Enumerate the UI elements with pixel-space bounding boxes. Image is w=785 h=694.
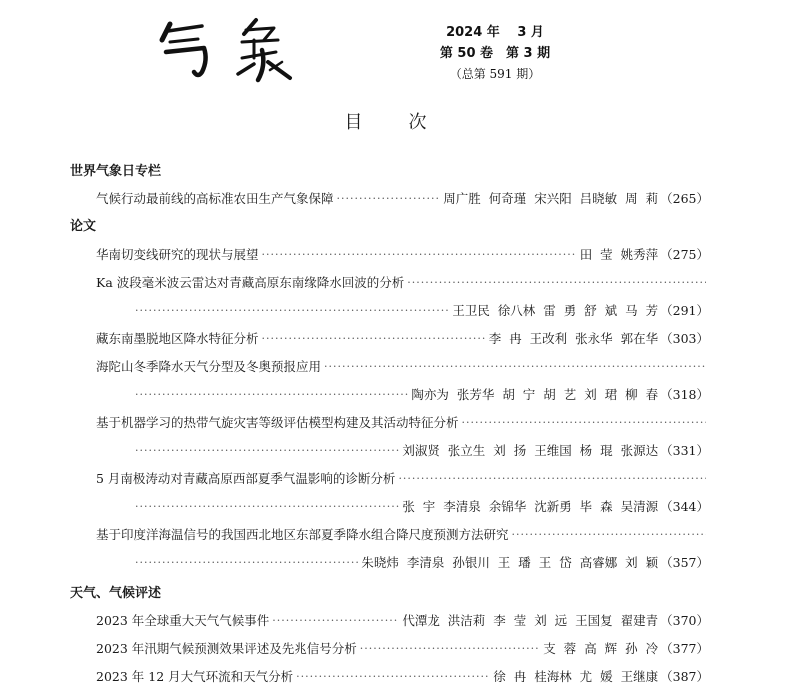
article-title: 2023 年 12 月大气环流和天气分析 <box>96 669 294 684</box>
leader-dots <box>296 670 490 683</box>
article-authors: 代潭龙 洪洁莉 李 莹 刘 远 王国复 翟建青 <box>402 613 659 628</box>
toc-entry-continuation[interactable] <box>132 495 709 517</box>
article-authors: 李 冉 王改利 张永华 郭在华 <box>488 331 659 346</box>
article-authors: 刘淑贤 张立生 刘 扬 王维国 杨 琨 张源达 <box>402 443 659 458</box>
article-authors: 张 宇 李清泉 余锦华 沈新勇 毕 森 吴清源 <box>402 499 659 514</box>
leader-dots <box>262 332 486 345</box>
issue-info <box>420 22 570 85</box>
toc-entry[interactable] <box>96 243 709 265</box>
leader-dots <box>360 642 540 655</box>
toc-entry[interactable] <box>96 271 709 293</box>
article-authors: 徐 冉 桂海林 尤 媛 王继康 <box>493 669 659 684</box>
leader-dots <box>135 556 358 569</box>
leader-dots <box>262 248 577 261</box>
toc-entry[interactable] <box>96 637 709 659</box>
article-authors: 周广胜 何奇瑾 宋兴阳 吕晓敏 周 莉 <box>443 191 659 206</box>
leader-dots <box>324 360 706 373</box>
leader-dots <box>512 528 706 541</box>
leader-dots <box>462 416 706 429</box>
toc-entry[interactable] <box>96 467 709 489</box>
toc-entry[interactable] <box>96 523 709 545</box>
toc-entry[interactable] <box>96 609 709 631</box>
section-heading: 论文 <box>70 219 97 234</box>
toc-entry[interactable] <box>96 327 709 349</box>
article-title: 2023 年汛期气候预测效果评述及先兆信号分析 <box>96 641 357 656</box>
leader-dots <box>407 276 706 289</box>
toc-entry[interactable] <box>96 411 709 433</box>
article-title: 2023 年全球重大天气气候事件 <box>96 613 270 628</box>
toc-entry-continuation[interactable] <box>132 439 709 461</box>
article-page: （370） <box>660 613 709 628</box>
article-authors: 支 蓉 高 辉 孙 冷 <box>543 641 659 656</box>
journal-logo-graphic <box>158 14 298 86</box>
toc-entry[interactable] <box>96 665 709 687</box>
article-authors: 田 莹 姚秀萍 <box>579 247 659 262</box>
article-title: 5 月南极涛动对青藏高原西部夏季气温影响的诊断分析 <box>96 471 396 486</box>
article-authors: 王卫民 徐八林 雷 勇 舒 斌 马 芳 <box>452 303 659 318</box>
article-page: （265） <box>660 191 709 206</box>
leader-dots <box>337 192 441 205</box>
article-page: （275） <box>660 247 709 262</box>
section-heading: 世界气象日专栏 <box>70 164 162 179</box>
toc-entry-continuation[interactable] <box>132 383 709 405</box>
article-page: （318） <box>660 387 709 402</box>
article-title: 华南切变线研究的现状与展望 <box>96 247 259 262</box>
article-authors: 朱晓炜 李清泉 孙银川 王 璠 王 岱 高睿娜 刘 颖 <box>361 555 659 570</box>
article-page: （377） <box>660 641 709 656</box>
leader-dots <box>135 304 449 317</box>
article-page: （303） <box>660 331 709 346</box>
issue-volume: 第 50 卷 第 3 期 <box>439 46 551 61</box>
section-heading: 天气、气候评述 <box>70 586 162 601</box>
article-page: （387） <box>660 669 709 684</box>
leader-dots <box>135 444 399 457</box>
toc-entry[interactable] <box>96 187 709 209</box>
toc-entry-continuation[interactable] <box>132 299 709 321</box>
article-title: 气候行动最前线的高标准农田生产气象保障 <box>96 191 334 206</box>
issue-total: （总第 591 期） <box>449 67 541 81</box>
article-page: （291） <box>660 303 709 318</box>
journal-logo <box>158 14 298 86</box>
toc-entry-continuation[interactable] <box>132 551 709 573</box>
article-title: 藏东南墨脱地区降水特征分析 <box>96 331 259 346</box>
article-page: （344） <box>660 499 709 514</box>
leader-dots <box>135 500 399 513</box>
leader-dots <box>272 614 399 627</box>
leader-dots <box>135 388 408 401</box>
article-page: （331） <box>660 443 709 458</box>
article-title: 基于机器学习的热带气旋灾害等级评估模型构建及其活动特征分析 <box>96 415 459 430</box>
article-title: 海陀山冬季降水天气分型及冬奥预报应用 <box>96 359 322 374</box>
article-title: 基于印度洋海温信号的我国西北地区东部夏季降水组合降尺度预测方法研究 <box>96 527 509 542</box>
toc-entry[interactable] <box>96 355 709 377</box>
article-page: （357） <box>660 555 709 570</box>
article-authors: 陶亦为 张芳华 胡 宁 胡 艺 刘 珺 柳 春 <box>411 387 659 402</box>
article-title: Ka 波段毫米波云雷达对青藏高原东南缘降水回波的分析 <box>96 275 405 290</box>
leader-dots <box>398 472 706 485</box>
issue-date: 2024 年 3 月 <box>446 25 544 40</box>
toc-title: 目 次 <box>344 112 441 133</box>
